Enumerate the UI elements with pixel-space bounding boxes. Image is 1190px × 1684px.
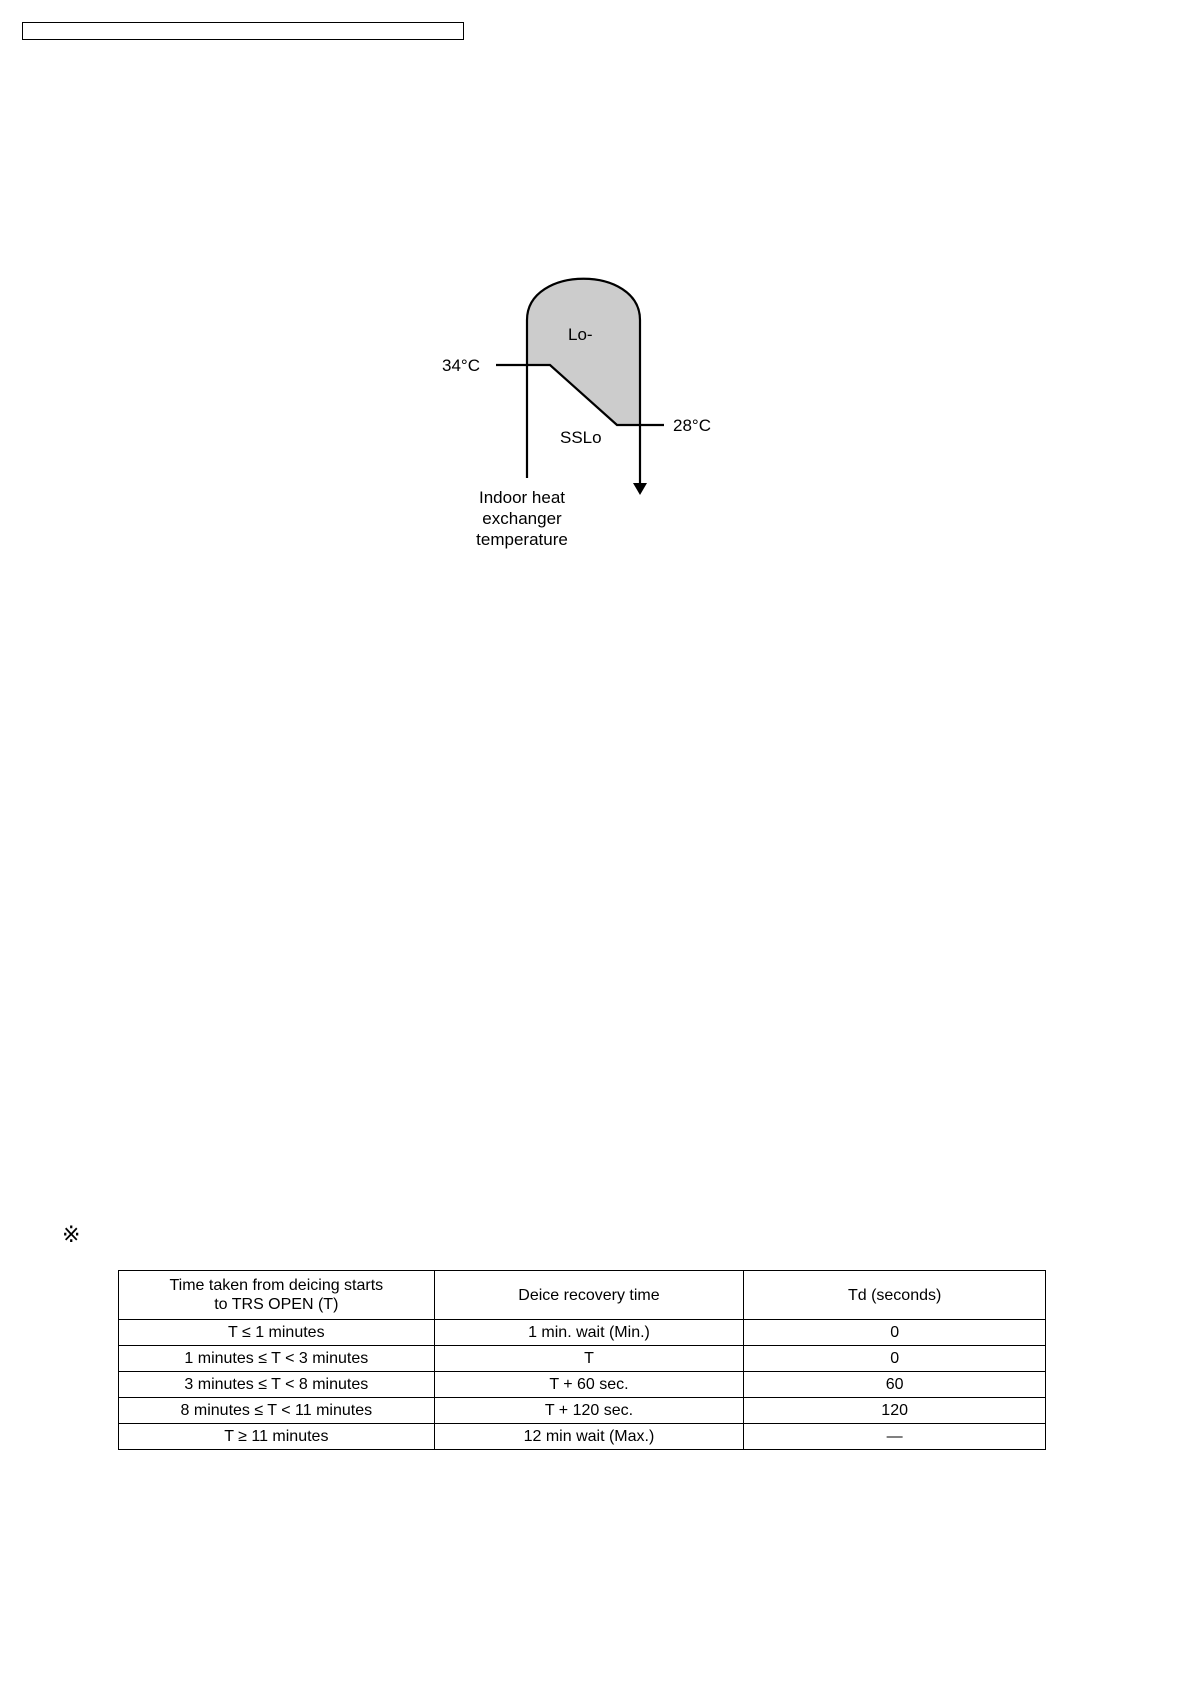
recovery-time-cell: 1 min. wait (Min.) [434, 1320, 744, 1346]
recovery-time-cell: T + 60 sec. [434, 1372, 744, 1398]
td-seconds-cell: 0 [744, 1346, 1046, 1372]
down-arrow-icon [633, 483, 647, 495]
table-row [119, 1346, 1046, 1372]
table-row [119, 1320, 1046, 1346]
time-condition-cell: 3 minutes ≤ T < 8 minutes [119, 1372, 435, 1398]
td-seconds-cell: 0 [744, 1320, 1046, 1346]
lo-label: Lo- [568, 325, 593, 344]
td-seconds-cell: 60 [744, 1372, 1046, 1398]
table-row [119, 1398, 1046, 1424]
table-header-row [119, 1271, 1046, 1320]
axis-label-line-3: temperature [476, 530, 568, 549]
column-header-td: Td (seconds) [744, 1271, 1046, 1320]
time-condition-cell: T ≥ 11 minutes [119, 1424, 435, 1450]
sslo-label: SSLo [560, 428, 602, 447]
table-row [119, 1424, 1046, 1450]
lo-region-shape [527, 279, 640, 425]
fan-speed-diagram [0, 0, 1190, 600]
time-condition-cell: T ≤ 1 minutes [119, 1320, 435, 1346]
reference-mark-icon: ※ [62, 1223, 81, 1248]
time-condition-cell: 8 minutes ≤ T < 11 minutes [119, 1398, 435, 1424]
column-header-time-taken: Time taken from deicing starts to TRS OPEN (T) [119, 1271, 435, 1320]
recovery-time-cell: T [434, 1346, 744, 1372]
recovery-time-cell: T + 120 sec. [434, 1398, 744, 1424]
temp-34-label: 34°C [442, 356, 480, 375]
axis-label-line-1: Indoor heat [478, 488, 566, 507]
axis-label-line-2: exchanger [482, 509, 562, 528]
deice-recovery-table [118, 1270, 1046, 1450]
time-condition-cell: 1 minutes ≤ T < 3 minutes [119, 1346, 435, 1372]
td-seconds-cell: — [744, 1424, 1046, 1450]
recovery-time-cell: 12 min wait (Max.) [434, 1424, 744, 1450]
td-seconds-cell: 120 [744, 1398, 1046, 1424]
table-row [119, 1372, 1046, 1398]
column-header-recovery-time: Deice recovery time [434, 1271, 744, 1320]
temp-28-label: 28°C [673, 416, 711, 435]
